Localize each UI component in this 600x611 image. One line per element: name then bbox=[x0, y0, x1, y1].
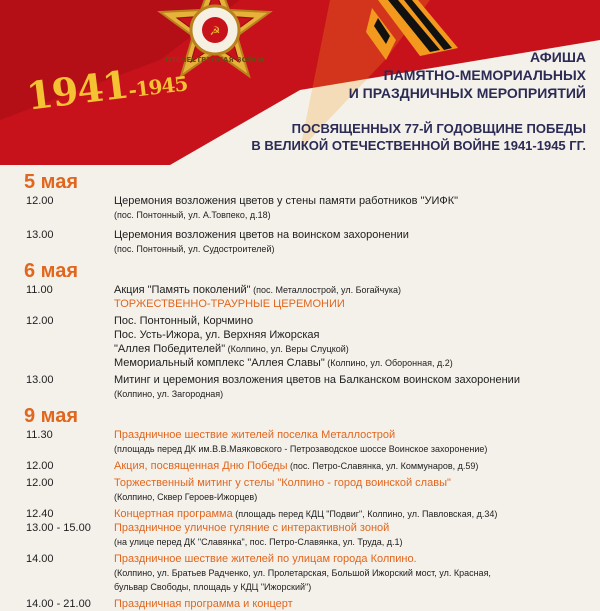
event-time: 12.00 bbox=[26, 315, 54, 327]
ceremony-location: Пос. Понтонный, Корчмино bbox=[114, 315, 254, 327]
event-row bbox=[0, 459, 600, 473]
ceremony-location: "Аллея Победителей" bbox=[114, 343, 226, 355]
event-location: (площадь перед ДК им.В.В.Маяковского - Петрозаводское шоссе Воинское захоронение) bbox=[114, 444, 488, 454]
subtitle-line-1: ПОСВЯЩЕННЫХ 77-Й ГОДОВЩИНЕ ПОБЕДЫ bbox=[291, 121, 586, 136]
event-row bbox=[0, 283, 600, 311]
event-time: 12.00 bbox=[26, 460, 54, 472]
event-time: 12.40 bbox=[26, 508, 54, 520]
event-title: Праздничное шествие жителей поселка Металлострой bbox=[114, 429, 396, 441]
day-heading-may5: 5 мая bbox=[24, 171, 79, 193]
event-title: Праздничное шествие жителей по улицам города Колпино. bbox=[114, 553, 417, 565]
event-location: бульвар Свободы, площадь у КДЦ "Ижорский") bbox=[114, 582, 312, 592]
title-line-1: АФИША bbox=[530, 49, 586, 65]
event-row bbox=[0, 373, 600, 401]
event-row bbox=[0, 476, 600, 504]
event-row bbox=[0, 194, 600, 222]
event-location: (пос. Понтонный, ул. Судостроителей) bbox=[114, 244, 275, 254]
event-time: 11.30 bbox=[26, 429, 53, 441]
event-location: (пос. Металлострой, ул. Богайчука) bbox=[250, 285, 401, 295]
title-line-3: И ПРАЗДНИЧНЫХ МЕРОПРИЯТИЙ bbox=[348, 85, 586, 101]
event-location: (Колпино, ул. Оборонная, д.2) bbox=[324, 358, 453, 368]
event-title: Акция "Память поколений" bbox=[114, 284, 251, 296]
event-time: 14.00 bbox=[26, 553, 54, 565]
event-location: (на улице перед ДК "Славянка", пос. Петро-Славянка, ул. Труда, д.1) bbox=[114, 537, 403, 547]
event-time: 11.00 bbox=[26, 284, 53, 296]
event-location: (пос. Петро-Славянка, ул. Коммунаров, д.59) bbox=[287, 461, 479, 471]
event-location: (Колпино, Сквер Героев-Ижорцев) bbox=[114, 492, 258, 502]
event-time: 13.00 bbox=[26, 229, 54, 241]
title-line-2: ПАМЯТНО-МЕМОРИАЛЬНЫХ bbox=[383, 67, 586, 83]
event-title: Церемония возложения цветов у стены памяти работников "УИФК" bbox=[114, 195, 459, 207]
event-title: Праздничная программа и концерт bbox=[114, 598, 293, 610]
event-location: (Колпино, ул. Загородная) bbox=[114, 389, 224, 399]
event-row bbox=[0, 507, 600, 521]
years-big: 1941 bbox=[24, 61, 131, 119]
event-row bbox=[0, 428, 600, 456]
event-row bbox=[0, 228, 600, 256]
subtitle-line-2: В ВЕЛИКОЙ ОТЕЧЕСТВЕННОЙ ВОЙНЕ 1941-1945 ГГ. bbox=[251, 138, 586, 153]
event-time: 12.00 bbox=[26, 195, 54, 207]
event-time: 13.00 bbox=[26, 374, 54, 386]
event-location: (Колпино, ул. Братьев Радченко, ул. Пролетарская, Большой Ижорский мост, ул. Красная, bbox=[114, 568, 491, 578]
ceremony-header: ТОРЖЕСТВЕННО-ТРАУРНЫЕ ЦЕРЕМОНИИ bbox=[114, 298, 345, 310]
event-title: Торжественный митинг у стелы "Колпино - город воинской славы" bbox=[114, 477, 451, 489]
event-time: 13.00 - 15.00 bbox=[26, 522, 91, 534]
event-title: Акция, посвященная Дню Победы bbox=[114, 460, 288, 472]
event-time: 14.00 - 21.00 bbox=[26, 598, 91, 610]
event-row bbox=[0, 597, 600, 611]
schedule bbox=[0, 170, 600, 611]
event-time: 12.00 bbox=[26, 477, 54, 489]
day-heading-may9: 9 мая bbox=[24, 405, 79, 427]
event-title: Концертная программа bbox=[114, 508, 233, 520]
event-row bbox=[0, 314, 600, 370]
event-location: (Колпино, ул. Веры Слуцкой) bbox=[225, 344, 349, 354]
ceremony-location: Пос. Усть-Ижора, ул. Верхняя Ижорская bbox=[114, 329, 320, 341]
day-heading-may6: 6 мая bbox=[24, 260, 79, 282]
event-location: (пос. Понтонный, ул. А.Товпеко, д.18) bbox=[114, 210, 271, 220]
event-row bbox=[0, 521, 600, 549]
event-row bbox=[0, 552, 600, 594]
poster-subtitle bbox=[186, 120, 586, 154]
poster-title bbox=[226, 48, 586, 102]
svg-text:☭: ☭ bbox=[209, 24, 221, 38]
order-inscription: ОТЕЧЕСТВЕННАЯ ВОЙНА bbox=[165, 56, 265, 64]
event-title: Праздничное уличное гуляние с интерактивной зоной bbox=[114, 522, 390, 534]
event-title: Митинг и церемония возложения цветов на Балканском воинском захоронении bbox=[114, 374, 520, 386]
ceremony-location: Мемориальный комплекс "Аллея Славы" bbox=[114, 357, 325, 369]
event-title: Церемония возложения цветов на воинском захоронении bbox=[114, 229, 409, 241]
years-small: -1945 bbox=[127, 71, 189, 103]
event-location: (площадь перед КДЦ "Подвиг", Колпино, ул. Павловская, д.34) bbox=[232, 509, 498, 519]
